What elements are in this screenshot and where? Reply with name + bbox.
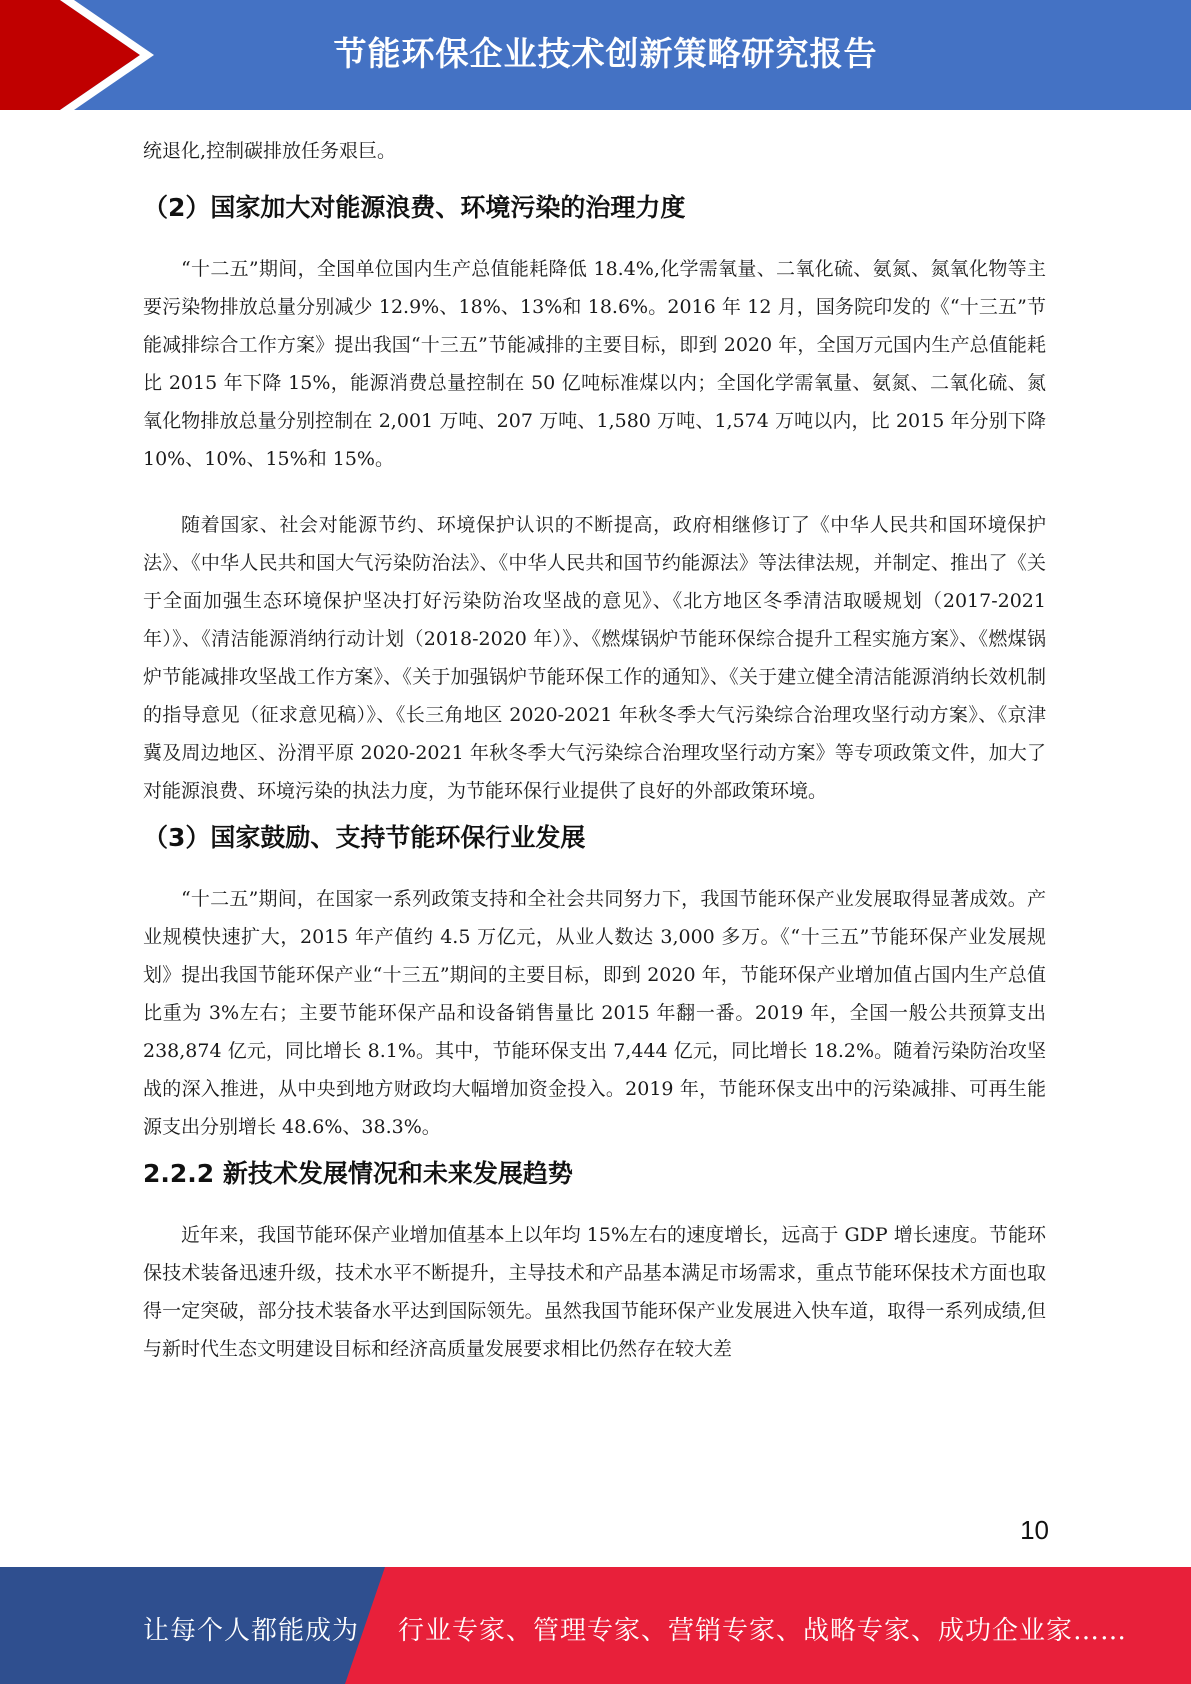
paragraph-energy-targets: “十二五”期间，全国单位国内生产总值能耗降低 18.4%,化学需氧量、二氧化硫、氨氮、氮氧化物等主要污染物排放总量分别减少 12.9%、18%、13%和 18.6%。2016 年 12 月，国务院印发的《“十三五”节能减排综合工作方案》提出我国“十三五”节能减排的主要目标，即到 2020 年，全国万元国内生产总值能耗比 2015 年下降 15%，能源消费总量控制在 50 亿吨标准煤以内；全国化学需氧量、氨氮、二氧化硫、氮氧化物排放总量分别控制在 2,001 万吨、207 万吨、1,580 万吨、1,574 万吨以内，比 2015 年分别下降 10%、10%、15%和 15%。 xyxy=(143,258,1046,470)
page-number: 10 xyxy=(1020,1515,1049,1545)
paragraph-policy-laws: 随着国家、社会对能源节约、环境保护认识的不断提高，政府相继修订了《中华人民共和国环境保护法》、《中华人民共和国大气污染防治法》、《中华人民共和国节约能源法》等法律法规，并制定、推出了《关于全面加强生态环境保护坚决打好污染防治攻坚战的意见》、《北方地区冬季清洁取暖规划（2017-2021 年）》、《清洁能源消纳行动计划（2018-2020 年）》、《燃煤锅炉节能环保综合提升工程实施方案》、《燃煤锅炉节能减排攻坚战工作方案》、《关于加强锅炉节能环保工作的通知》、《关于建立健全清洁能源消纳长效机制的指导意见（征求意见稿）》、《长三角地区 2020-2021 年秋冬季大气污染综合治理攻坚行动方案》、《京津冀及周边地区、汾渭平原 2020-2021 年秋冬季大气污染综合治理攻坚行动方案》等专项政策文件，加大了对能源浪费、环境污染的执法力度，为节能环保行业提供了良好的外部政策环境。 xyxy=(143,514,1046,802)
footer-slogan-left: 让每个人都能成为 xyxy=(143,1616,360,1646)
page-body xyxy=(143,132,1046,1368)
section-heading-2: （2）国家加大对能源浪费、环境污染的治理力度 xyxy=(143,193,686,222)
paragraph-continued: 统退化,控制碳排放任务艰巨。 xyxy=(143,140,397,162)
section-heading-3: （3）国家鼓励、支持节能环保行业发展 xyxy=(143,823,586,852)
report-title: 节能环保企业技术创新策略研究报告 xyxy=(333,34,878,73)
page-header xyxy=(0,0,1191,110)
page-footer xyxy=(0,1567,1191,1684)
paragraph-industry-support: “十二五”期间，在国家一系列政策支持和全社会共同努力下，我国节能环保产业发展取得显著成效。产业规模快速扩大，2015 年产值约 4.5 万亿元，从业人数达 3,000 多万。《“十三五”节能环保产业发展规划》提出我国节能环保产业“十三五”期间的主要目标，即到 2020 年，节能环保产业增加值占国内生产总值比重为 3%左右；主要节能环保产品和设备销售量比 2015 年翻一番。2019 年，全国一般公共预算支出 238,874 亿元，同比增长 8.1%。其中，节能环保支出 7,444 亿元，同比增长 18.2%。随着污染防治攻坚战的深入推进，从中央到地方财政均大幅增加资金投入。2019 年，节能环保支出中的污染减排、可再生能源支出分别增长 48.6%、38.3%。 xyxy=(143,888,1046,1138)
footer-slogan-right: 行业专家、管理专家、营销专家、战略专家、成功企业家…… xyxy=(398,1616,1128,1646)
section-heading-2-2-2: 2.2.2 新技术发展情况和未来发展趋势 xyxy=(143,1159,573,1188)
paragraph-new-tech: 近年来，我国节能环保产业增加值基本上以年均 15%左右的速度增长，远高于 GDP 增长速度。节能环保技术装备迅速升级，技术水平不断提升，主导技术和产品基本满足市场需求，重点节能环保技术方面也取得一定突破，部分技术装备水平达到国际领先。虽然我国节能环保产业发展进入快车道，取得一系列成绩,但与新时代生态文明建设目标和经济高质量发展要求相比仍然存在较大差 xyxy=(143,1224,1046,1360)
